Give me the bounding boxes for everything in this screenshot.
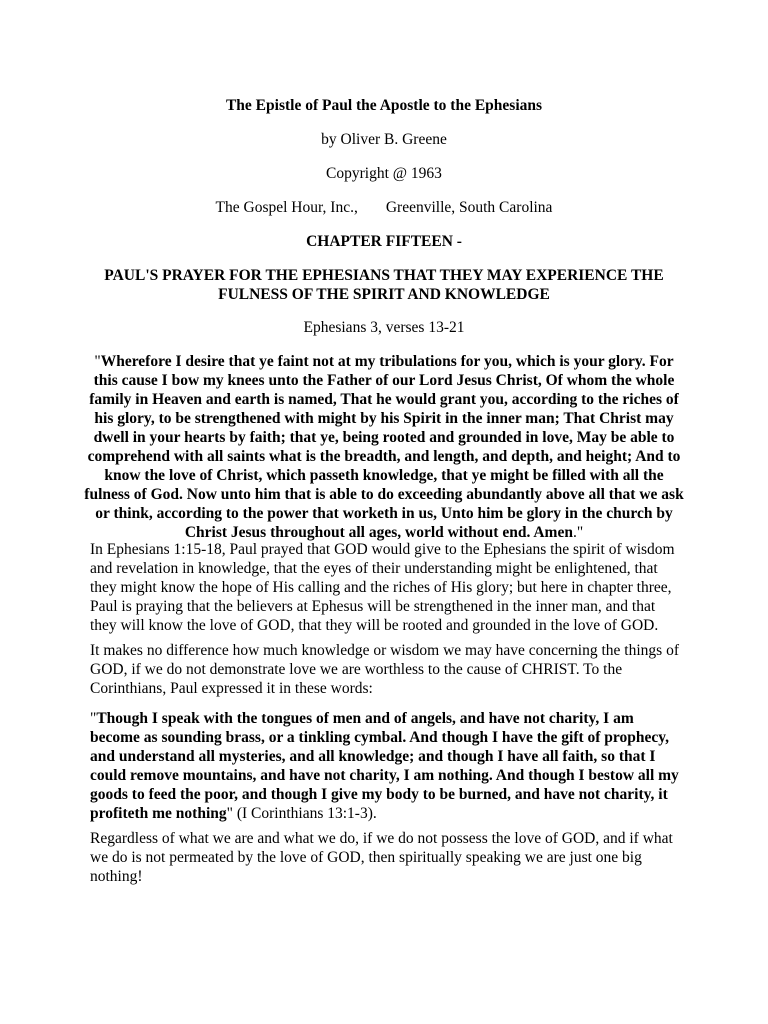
- scripture-close-quote: .": [572, 524, 584, 541]
- scripture-text: Wherefore I desire that ye faint not at my tribulations for you, which is your glory. For this cause I bow my knees unto the Father of our Lord Jesus Christ, Of whom the whole family in Heaven and earth is named, That he would grant you, according to the riches of his glory, to be strengthened with might by his Spirit in the inner man; That Christ may dwell in your hearts by faith; that ye, being rooted and grounded in love, May be able to comprehend with all saints what is the breadth, and length, and depth, and height; And to know the love of Christ, which passeth knowledge, that ye might be filled with all the fulness of God. Now unto him that is able to do exceeding abundantly above all that we ask or think, according to the power that worketh in us, Unto him be glory in the church by Christ Jesus throughout all ages, world without end. Amen: [84, 353, 684, 541]
- corinthians-text: Though I speak with the tongues of men and of angels, and have not charity, I am become as sounding brass, or a tinkling cymbal. And though I have the gift of prophecy, and understand all mysteries, and all knowledge; and though I have all faith, so that I could remove mountains, and have not charity, I am nothing. And though I bestow all my goods to feed the poor, and though I give my body to be burned, and have not charity, it profiteth me nothing: [90, 710, 679, 822]
- publisher-line: [0, 198, 768, 217]
- chapter-heading: CHAPTER FIFTEEN -: [306, 233, 462, 250]
- corinthians-citation: " (I Corinthians 13:1-3).: [226, 805, 377, 822]
- chapter-title: PAUL'S PRAYER FOR THE EPHESIANS THAT THEY MAY EXPERIENCE THE FULNESS OF THE SPIRIT AND KNOWLEDGE: [104, 267, 664, 303]
- paragraph-knowledge-love: It makes no difference how much knowledge or wisdom we may have concerning the things of GOD, if we do not demonstrate love we are worthless to the cause of CHRIST. To the Corinthians, Paul expressed it in these words:: [90, 642, 679, 697]
- corinthians-open-quote: ": [90, 710, 97, 727]
- paragraph-ephesians-prayer: In Ephesians 1:15-18, Paul prayed that GOD would give to the Ephesians the spirit of wisdom and revelation in knowledge, that the eyes of their understanding might be enlightened, that they might know the hope of His calling and the riches of His glory; but here in chapter three, Paul is praying that the believers at Ephesus will be strengthened in the inner man, and that they will know the love of GOD, that they will be rooted and grounded in the love of GOD.: [90, 541, 675, 634]
- scripture-reference: Ephesians 3, verses 13-21: [303, 319, 465, 336]
- corinthians-quote: [90, 709, 680, 823]
- scripture-open-quote: ": [94, 353, 101, 370]
- paragraph-conclusion: Regardless of what we are and what we do, if we do not possess the love of GOD, and if what we do is not permeated by the love of GOD, then spiritually speaking we are just one big nothing!: [90, 830, 673, 885]
- scripture-quote: [84, 352, 684, 542]
- copyright-line: Copyright @ 1963: [326, 165, 442, 182]
- author-line: by Oliver B. Greene: [321, 131, 447, 148]
- publisher-name: The Gospel Hour, Inc.,: [215, 199, 358, 216]
- document-title: The Epistle of Paul the Apostle to the Ephesians: [225, 97, 543, 114]
- publisher-location: Greenville, South Carolina: [385, 199, 553, 216]
